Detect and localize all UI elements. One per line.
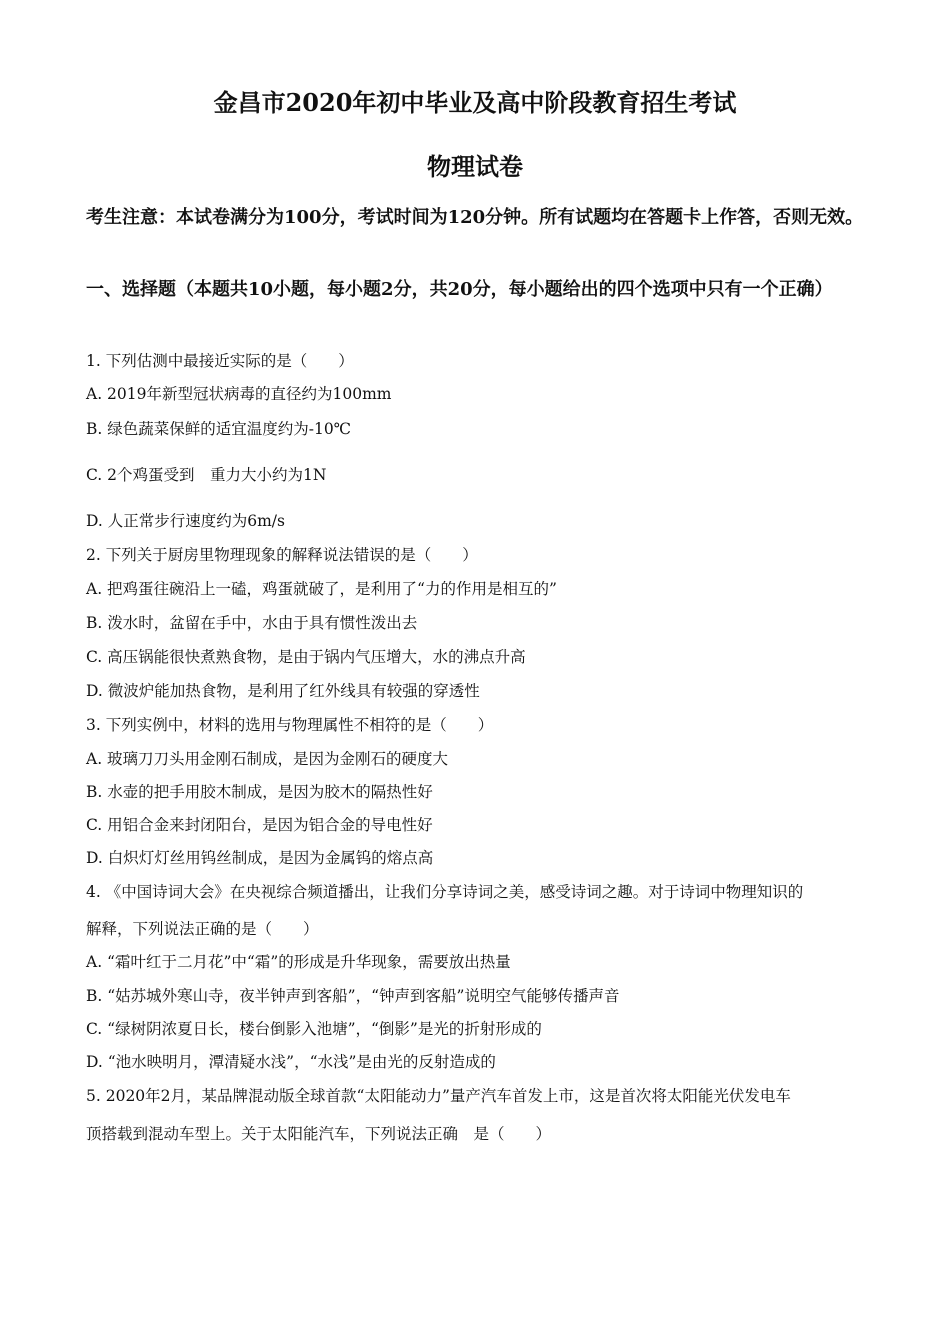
question-4-stem-line1: 4. 《中国诗词大会》在央视综合频道播出，让我们分享诗词之美，感受诗词之趣。对于诗词中物理知识的 bbox=[86, 883, 804, 901]
question-4-option-b: B. “姑苏城外寒山寺，夜半钟声到客船”，“钟声到客船”说明空气能够传播声音 bbox=[86, 987, 620, 1005]
subject-title: 物理试卷 bbox=[427, 152, 523, 181]
question-1-stem: 1. 下列估测中最接近实际的是（ ） bbox=[86, 352, 354, 370]
question-5-stem-line2: 顶搭载到混动车型上。关于太阳能汽车，下列说法正确 是（ ） bbox=[86, 1125, 552, 1143]
question-3-option-c: C. 用铝合金来封闭阳台，是因为铝合金的导电性好 bbox=[86, 816, 433, 834]
question-4-option-c: C. “绿树阴浓夏日长，楼台倒影入池塘”，“倒影”是光的折射形成的 bbox=[86, 1020, 542, 1038]
question-3-option-a: A. 玻璃刀刀头用金刚石制成，是因为金刚石的硬度大 bbox=[86, 750, 449, 768]
question-1-option-b: B. 绿色蔬菜保鲜的适宜温度约为-10℃ bbox=[86, 420, 352, 438]
question-2-option-a: A. 把鸡蛋往碗沿上一磕，鸡蛋就破了，是利用了“力的作用是相互的” bbox=[86, 580, 557, 598]
question-3-option-b: B. 水壶的把手用胶木制成，是因为胶木的隔热性好 bbox=[86, 783, 433, 801]
question-4-option-d: D. “池水映明月，潭清疑水浅”，“水浅”是由光的反射造成的 bbox=[86, 1053, 496, 1071]
question-4-stem-line2: 解释，下列说法正确的是（ ） bbox=[86, 920, 319, 938]
question-3-stem: 3. 下列实例中，材料的选用与物理属性不相符的是（ ） bbox=[86, 716, 494, 734]
question-2-option-c: C. 高压锅能很快煮熟食物，是由于锅内气压增大，水的沸点升高 bbox=[86, 648, 526, 666]
question-1-option-c: C. 2个鸡蛋受到 重力大小约为1N bbox=[86, 466, 327, 484]
question-1-option-a: A. 2019年新型冠状病毒的直径约为100mm bbox=[86, 385, 392, 403]
exam-title: 金昌市2020年初中毕业及高中阶段教育招生考试 bbox=[213, 88, 737, 117]
question-5-stem-line1: 5. 2020年2月，某品牌混动版全球首款“太阳能动力”量产汽车首发上市，这是首次将太阳能光伏发电车 bbox=[86, 1087, 791, 1105]
section-heading-choice: 一、选择题（本题共10小题，每小题2分，共20分，每小题给出的四个选项中只有一个正确） bbox=[86, 279, 833, 300]
exam-notice: 考生注意：本试卷满分为100分，考试时间为120分钟。所有试题均在答题卡上作答，否则无效。 bbox=[86, 207, 864, 228]
question-2-option-b: B. 泼水时，盆留在手中，水由于具有惯性泼出去 bbox=[86, 614, 418, 632]
question-3-option-d: D. 白炽灯灯丝用钨丝制成，是因为金属钨的熔点高 bbox=[86, 849, 434, 867]
question-1-option-d: D. 人正常步行速度约为6m/s bbox=[86, 512, 285, 530]
question-4-option-a: A. “霜叶红于二月花”中“霜”的形成是升华现象，需要放出热量 bbox=[86, 953, 511, 971]
question-2-stem: 2. 下列关于厨房里物理现象的解释说法错误的是（ ） bbox=[86, 546, 478, 564]
question-2-option-d: D. 微波炉能加热食物，是利用了红外线具有较强的穿透性 bbox=[86, 682, 480, 700]
